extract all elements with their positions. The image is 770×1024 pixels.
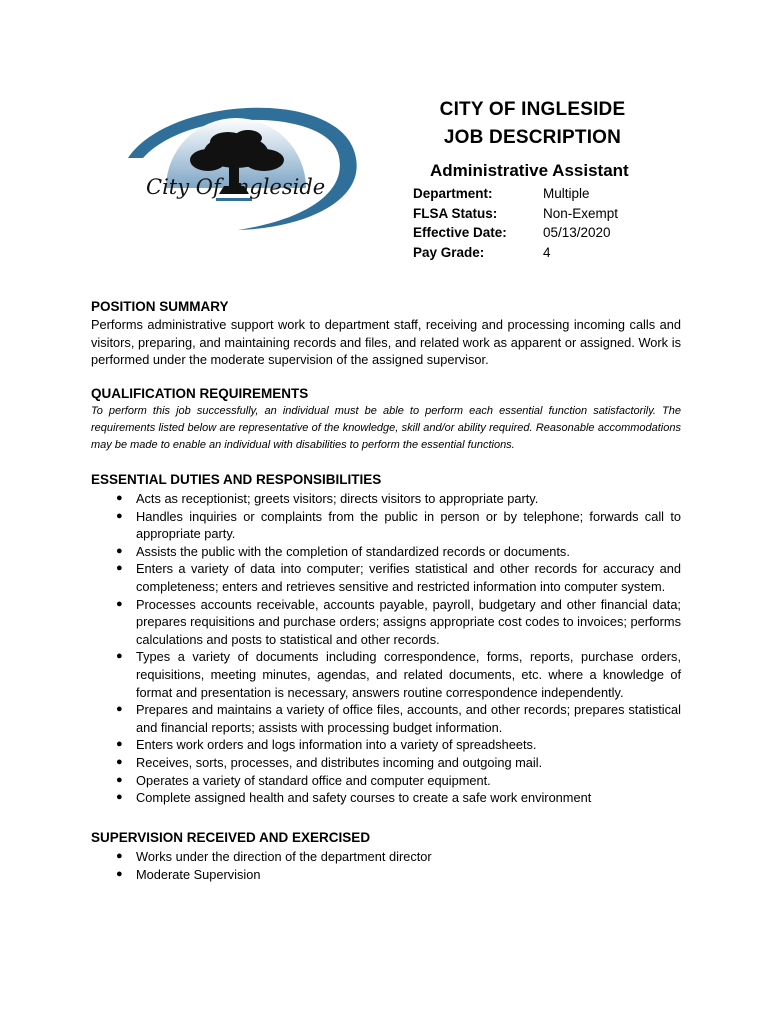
logo-text: City Of Ingleside xyxy=(146,175,326,199)
list-item-text: Works under the direction of the department director xyxy=(136,849,432,864)
bullet-icon: ● xyxy=(116,738,123,751)
bullet-icon: ● xyxy=(116,850,123,862)
bullet-icon: ● xyxy=(116,773,123,786)
bullet-icon: ● xyxy=(116,791,123,804)
section-text: Performs administrative support work to department staff, receiving and processing incoming calls and visitors, preparing, and maintaining records and files, and related work as apparent or assigned. Work is performed under the moderate supervision of the assigned supervisor. xyxy=(91,317,681,368)
list-item xyxy=(91,490,681,508)
list-item xyxy=(91,596,681,649)
list-item xyxy=(91,543,681,561)
meta-value: 05/13/2020 xyxy=(543,225,611,240)
list-item-text: Handles inquiries or complaints from the public in person or by telephone; forwards call to appropriate party. xyxy=(136,508,681,542)
meta-row-flsa xyxy=(413,204,618,224)
list-item xyxy=(91,701,681,736)
list-item-text: Prepares and maintains a variety of office files, accounts, and other records; prepares statistical and financial reports; assists with processing budget information. xyxy=(136,702,681,735)
list-item-text: Processes accounts receivable, accounts payable, payroll, budgetary and other financial data; prepares requisitions and purchase orders; assigns appropriate cost codes to invoices; performs calculations and posts to statistical and other records. xyxy=(136,596,681,647)
section-heading: SUPERVISION RECEIVED AND EXERCISED xyxy=(91,830,371,845)
meta-row-department xyxy=(413,184,618,204)
meta-label: FLSA Status: xyxy=(413,205,498,221)
list-item xyxy=(91,508,681,543)
list-item-text: Operates a variety of standard office and computer equipment. xyxy=(136,772,491,788)
section-text: To perform this job successfully, an individual must be able to perform each essential function satisfactorily. The requirements listed below are representative of the knowledge, skill and/or ability required. Reasonable accommodations may be made to enable an individual with disabilities to perform the essential functions. xyxy=(91,405,681,451)
supervision-section xyxy=(91,829,681,883)
meta-label: Effective Date: xyxy=(413,225,507,240)
title-line-2: JOB DESCRIPTION xyxy=(443,127,622,148)
list-item xyxy=(91,848,681,866)
section-heading: ESSENTIAL DUTIES AND RESPONSIBILITIES xyxy=(91,472,382,487)
list-item xyxy=(91,754,681,772)
position-summary-section xyxy=(91,298,681,369)
meta-value: Multiple xyxy=(543,186,590,201)
meta-value: 4 xyxy=(543,244,551,260)
list-item-text: Acts as receptionist; greets visitors; directs visitors to appropriate party. xyxy=(136,491,539,506)
meta-value: Non-Exempt xyxy=(543,205,619,221)
list-item-text: Receives, sorts, processes, and distributes incoming and outgoing mail. xyxy=(136,754,543,770)
bullet-icon: ● xyxy=(116,650,123,663)
qualification-section xyxy=(91,385,681,454)
meta-row-pay-grade xyxy=(413,243,618,263)
list-item xyxy=(91,560,681,595)
bullet-icon: ● xyxy=(116,509,123,522)
bullet-icon: ● xyxy=(116,544,123,557)
list-item-text: Moderate Supervision xyxy=(136,866,261,882)
bullet-icon: ● xyxy=(116,562,123,575)
section-heading: QUALIFICATION REQUIREMENTS xyxy=(91,386,309,401)
city-logo-graphic xyxy=(88,98,378,238)
duties-section xyxy=(91,471,681,807)
list-item xyxy=(91,648,681,701)
list-item xyxy=(91,772,681,790)
title-line-1: CITY OF INGLESIDE xyxy=(439,99,626,120)
duties-list xyxy=(91,490,681,807)
list-item-text: Complete assigned health and safety courses to create a safe work environment xyxy=(136,790,592,806)
list-item xyxy=(91,736,681,754)
job-meta xyxy=(413,184,618,262)
supervision-list xyxy=(91,848,681,883)
list-item-text: Types a variety of documents including correspondence, forms, reports, purchase orders, requisitions, meeting minutes, agendas, and related documents, etc. where a knowledge of format and presentation is necessary, answers routine correspondence independently. xyxy=(136,649,681,700)
list-item xyxy=(91,789,681,807)
list-item-text: Enters work orders and logs information into a variety of spreadsheets. xyxy=(136,737,537,753)
bullet-icon: ● xyxy=(116,492,123,504)
meta-row-effective-date xyxy=(413,223,618,243)
bullet-icon: ● xyxy=(116,867,123,880)
bullet-icon: ● xyxy=(116,755,123,768)
list-item-text: Enters a variety of data into computer; verifies statistical and other records for accuracy and completeness; enters and retrieves sensitive and restricted information into computer system. xyxy=(136,561,681,594)
meta-label: Department: xyxy=(413,186,493,201)
meta-label: Pay Grade: xyxy=(413,244,485,260)
bullet-icon: ● xyxy=(116,597,123,610)
list-item xyxy=(91,866,681,884)
document-title xyxy=(400,96,665,152)
job-title: Administrative Assistant xyxy=(430,161,629,180)
bullet-icon: ● xyxy=(116,703,123,716)
section-heading: POSITION SUMMARY xyxy=(91,299,229,314)
list-item-text: Assists the public with the completion of standardized records or documents. xyxy=(136,543,570,559)
city-logo xyxy=(88,98,378,238)
